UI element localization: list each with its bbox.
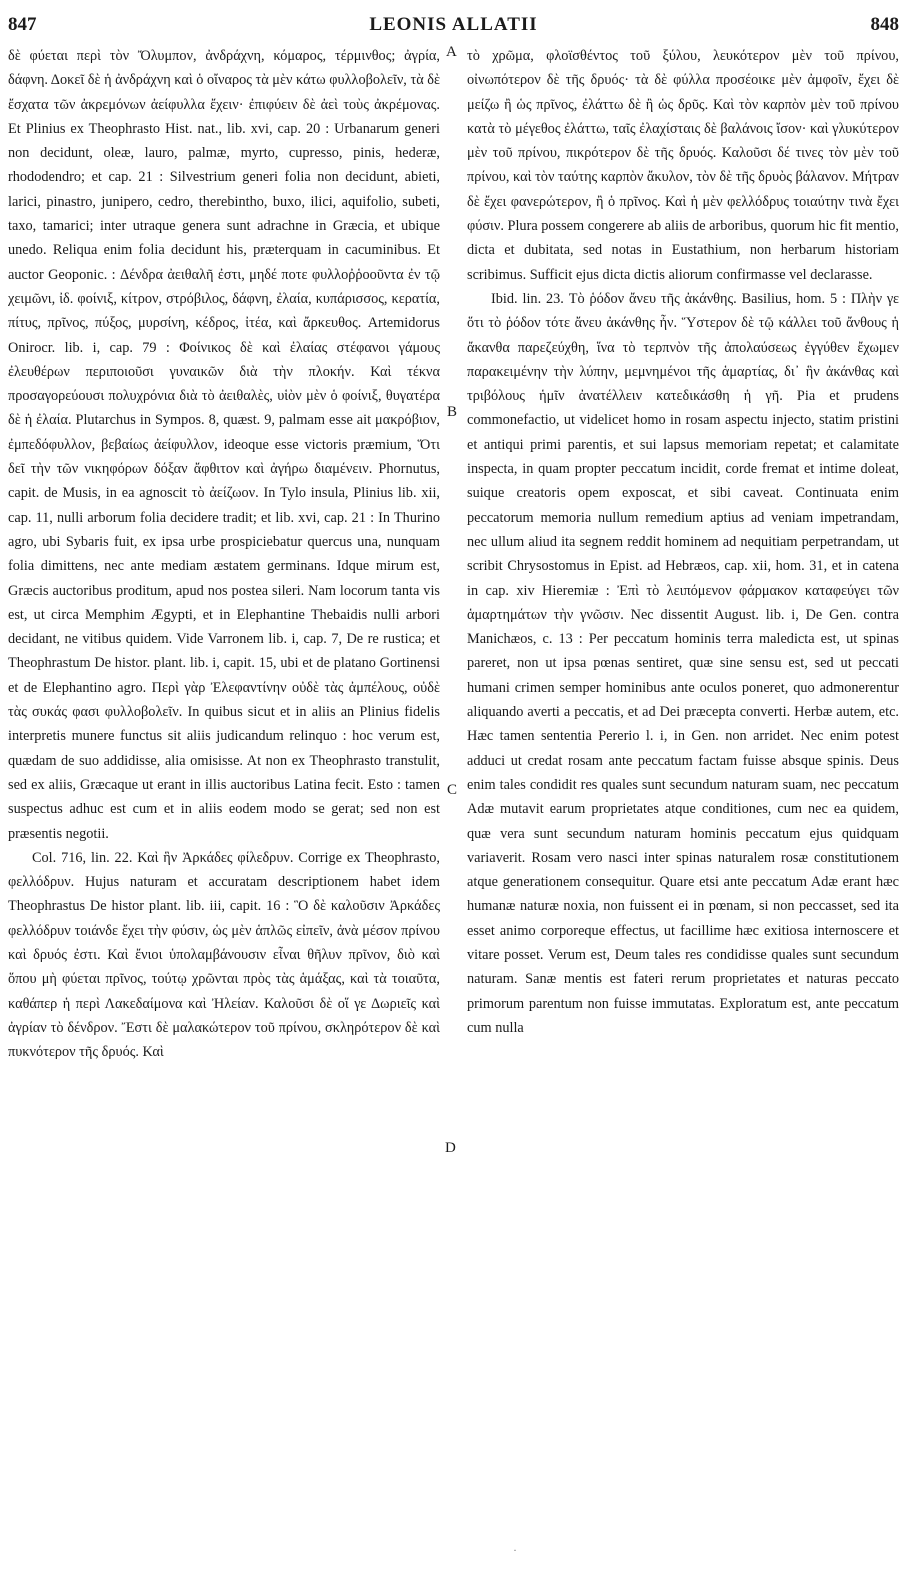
column-marker-c: C [447, 782, 458, 798]
right-column [467, 44, 899, 1564]
paragraph: Ibid. lin. 23. Τὸ ῥόδον ἄνευ τῆς ἀκάνθης. Basilius, hom. 5 : Πλὴν γε ὅτι τὸ ῥόδον τότε ἄνευ ἀκάνθης ἦν. Ὕστερον δὲ τῷ κάλλει τοῦ ἄνθους ἡ ἄκανθα παρεζεύχθη, ἵνα τὸ τερπνὸν τῆς ἀπολαύσεως ἐγγύθεν ἔχωμεν παρακειμένην τὴν λύπην, μεμνημένοι τῆς ἁμαρτίας, δι᾽ ἣν ἀκάνθας καὶ τριβόλους ἡμῖν ἀνατέλλειν κατεδικάσθη ἡ γῆ. Pia et prudens commonefactio, ut videlicet homo in rosam aspectu injecto, statim pristini et antiqui primi parentis, et sui lapsus memoriam repetat; et calamitate inspecta, in quam propter peccatum incidit, corde fremat et intime doleat, suique creatoris opem exposcat, et sibi caveat. Continuata enim peccatorum memoria nullum remedium aptius ad veniam impetrandam, nec ullum aliud ita segnem reddit hominem ad nequitiam perpetrandam, ut scribit Chrysostomus in Epist. ad Hebræos, cap. xii, hom. 31, et in catena in cap. xiv Hieremiæ : Ἐπὶ τὸ λειπόμενον φάρμακον καταφεύγει τῶν ἁμαρτημάτων τὴν γνῶσιν. Nec dissentit August. lib. i, De Gen. contra Manichæos, c. 13 : Per peccatum hominis terra maledicta est, ut spinas pareret, non ut ipsa pœnas sentiret, quæ sine sensu est, sed ut peccati humani crimen semper hominibus ante oculos poneret, quo admonerentur aliquando averti a peccatis, et ad Dei præcepta converti. Herbæ autem, etc. Hæc tamen sententia Pererio l. i, in Gen. non arridet. Nec enim potest adduci ut credat rosam ante peccatum factam fuisse absque spinis. Deus enim tales condidit res quales sunt secundum naturam suam, nec peccatum Adæ mutavit earum proprietates atque conditiones, cum nec ea quidem, quæ vera sunt secundum naturam hominis peccatum ejus quidquam variaverit. Rosam vero nasci inter spinas naturalem rosæ constitutionem atque generationem consequitur. Quare etsi ante peccatum Adæ erant hæc humanæ naturæ noxia, non fuissent ei in pœnam, si non peccasset, sed ita esset animo corporeque effectus, ut facillime hæc exitiosa internoscere et vitare posset. Verum est, Deum tales res condidisse quales sunt secundum naturam. Sanæ mentis est fateri rerum proprietates et naturas peccato primorum parentum non fuisse immutatas. Exploratum est, ante peccatum cum nulla [467, 290, 899, 1036]
column-marker-b: B [447, 404, 458, 420]
column-marker-a: A [446, 44, 457, 60]
paragraph: Col. 716, lin. 22. Καὶ ἣν Ἀρκάδες φίλεδρυν. Corrige ex Theophrasto, φελλόδρυν. Hujus naturam et accuratam descriptionem habet idem Theophrastus De histor plant. lib. iii, capit. 16 : Ὃ δὲ καλοῦσιν Ἀρκάδες φελλόδρυν τοιάνδε ἔχει τὴν φύσιν, ὡς μὲν ἁπλῶς εἰπεῖν, ἀνὰ μέσον πρίνου καὶ δρυός ἐστι. Καὶ ἔνιοι ὑπολαμβάνουσιν εἶναι θῆλυν πρῖνον, διὸ καὶ ὅπου μὴ φύεται πρῖνος, τούτῳ χρῶνται πρὸς τὰς ἁμάξας, καὶ τὰ τοιαῦτα, καθάπερ ἡ περὶ Λακεδαίμονα καὶ Ἠλείαν. Καλοῦσι δὲ οἵ γε Δωριεῖς καὶ ἀγρίαν τὸ δένδρον. Ἔστι δὲ μαλακώτερον τοῦ πρίνου, σκληρότερον δὲ καὶ πυκνότερον τῆς δρυός. Καὶ [8, 849, 440, 1061]
running-title: LEONIS ALLATII [369, 14, 538, 35]
page-number-right: 848 [870, 14, 899, 35]
paragraph: τὸ χρῶμα, φλοϊσθέντος τοῦ ξύλου, λευκότερον μὲν τοῦ πρίνου, οἰνωπότερον δὲ τῆς δρυός· τὰ δὲ φύλλα προσέοικε μὲν ἀμφοῖν, ἔχει δὲ μείζω ἢ ὡς πρῖνος, ἐλάττω δὲ ἢ ὡς δρῦς. Καὶ τὸν καρπὸν μὲν τοῦ πρίνου κατὰ τὸ μέγεθος ἐλάττω, ταῖς ἐλαχίσταις δὲ βαλάνοις ἴσον· καὶ γλυκύτερον μὲν τοῦ πρίνου, πικρότερον δὲ τῆς δρυός. Καλοῦσι δέ τινες τὸν μὲν τοῦ πρίνου, καὶ τὸν ταύτης καρπὸν ἄκυλον, τὸν δὲ τῆς δρυὸς βάλανον. Μήτραν δὲ ἔχει φανερώτερον, ἢ ὁ πρῖνος. Καὶ ἡ μὲν φελλόδρυς τοιαύτην τινὰ ἔχει φύσιν. Plura possem congerere ab aliis de arboribus, quorum hic fit mentio, dicta et dubitata, sed notas in Eustathium, non herbarum historiam scribimus. Sufficit ejus dicta dictis aliorum confirmasse vel declarasse. [467, 48, 899, 283]
paragraph: δὲ φύεται περὶ τὸν Ὄλυμπον, ἀνδράχνη, κόμαρος, τέρμινθος; ἀγρία, δάφνη. Δοκεῖ δὲ ἡ ἀνδράχνη καὶ ὁ οἴναρος τὰ μὲν κάτω φυλλοβολεῖν, τὰ δὲ ἔσχατα τῶν ἀκρεμόνων ἀείφυλλα ἔχειν· ἐπιφύειν δὲ ἀεὶ τοὺς ἀκρέμονας. Et Plinius ex Theophrasto Hist. nat., lib. xvi, cap. 20 : Urbanarum generi non decidunt, oleæ, lauro, palmæ, myrto, cupresso, pinis, hederæ, rhododendro; et cap. 21 : Silvestrium generi folia non decidunt, abieti, larici, pinastro, junipero, cedro, therebintho, buxo, ilici, aquifolio, subeti, taxo, tamarici; inter utraque genera sunt adrachne in Græcia, et ubique unedo. Reliqua enim folia decidunt his, præterquam in cacuminibus. Et auctor Geoponic. : Δένδρα ἀειθαλῆ ἐστι, μηδέ ποτε φυλλοῤῥοοῦντα ἐν τῷ χειμῶνι, ἰδ. φοίνιξ, κίτρον, στρόβιλος, δάφνη, ἐλαία, κυπάρισσος, κερατία, πίτυς, πρῖνος, πύξος, μυρσίνη, κέδρος, ἰτέα, καὶ ἄρκευθος. Artemidorus Onirocr. lib. i, cap. 79 : Φοίνικος δὲ καὶ ἐλαίας στέφανοι γάμους ἐλευθέρων περιποιοῦσι γυναικῶν διὰ τὴν πλοκήν. Καὶ τέκνα προσαγορεύουσι πολυχρόνια διὰ τὸ ἀειθαλὲς, υἱὸν μὲν ὁ φοίνιξ, θυγατέρα δὲ ἡ ἐλαία. Plutarchus in Sympos. 8, quæst. 9, palmam esse ait μακρόβιον, ἐμπεδόφυλλον, βεβαίως ἀείφυλλον, ideoque esse victoris præmium, Ὅτι δεῖ τὴν τῶν νικηφόρων δόξαν ἄφθιτον καὶ ἀγήρω διαμένειν. Phornutus, capit. de Musis, in ea agnoscit τὸ ἀείζωον. In Tylo insula, Plinius lib. xii, cap. 11, nulli arborum folia decidere tradit; et lib. xvi, cap. 21 : In Thurino agro, ubi Sybaris fuit, ex ipsa urbe prospiciebatur quercus una, nunquam folia dimittens, nec ante mediam æstatem germinans. Idque mirum est, Græcis auctoribus proditum, apud nos postea sileri. Nam locorum tanta vis est, ut circa Memphim Ægypti, et in Elephantine Thebaidis nulli arbori decidant, ne vitibus quidem. Vide Varronem lib. i, cap. 7, De re rustica; et Theophrastum De histor. plant. lib. i, capit. 15, ubi et de platano Gortinensi et de Elephantino agro. Περὶ γὰρ Ἐλεφαντίνην οὐδὲ τὰς ἀμπέλους, οὐδὲ τὰς συκάς φασι φυλλοβολεῖν. In quibus sicut et in aliis an Plinius fidelis interpretis munere functus sit aliis judicandum relinquo : hoc verum est, quædam de suo addidisse, alia omisisse. At non ex Theophrasto transtulit, sed ex aliis, Græcaque ut erant in illis auctoribus Latina fecit. Esto : tamen suspectus adhuc est cum et in aliis eodem modo se gerat; sed non est præsentis negotii. [8, 48, 440, 842]
left-column [8, 44, 440, 1564]
page-number-left: 847 [8, 14, 37, 35]
ink-mark: ˙ [512, 1548, 518, 1562]
column-marker-d: D [445, 1140, 456, 1156]
running-header [8, 14, 899, 40]
